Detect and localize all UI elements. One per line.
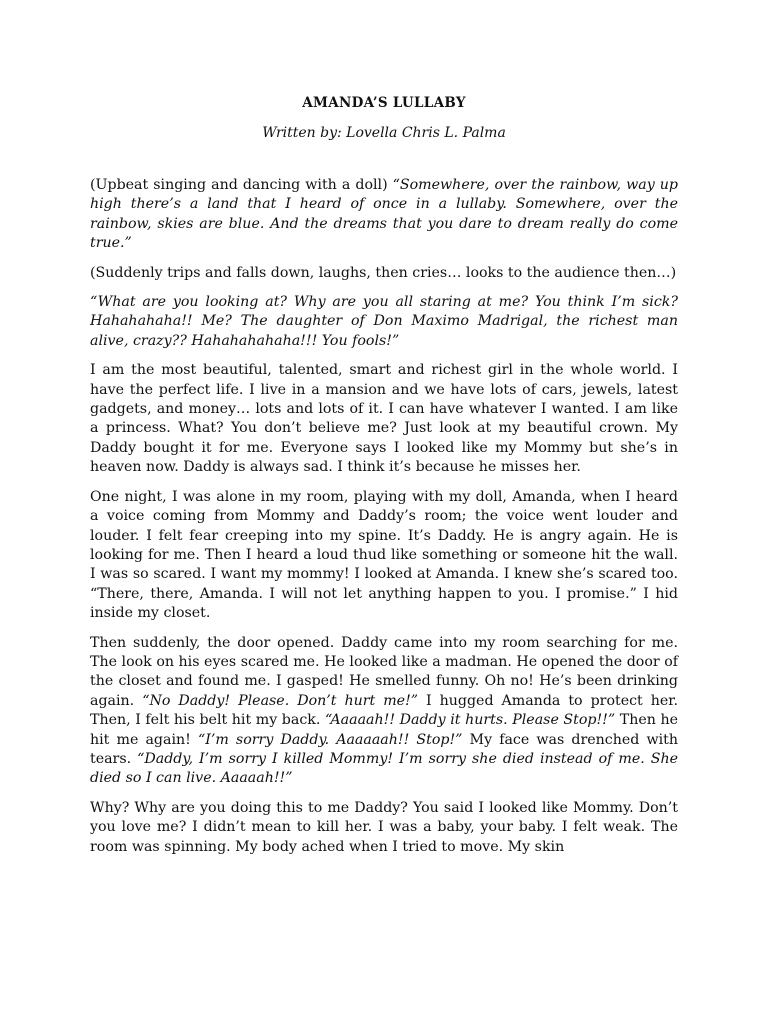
paragraph: [90, 264, 678, 283]
text-run: One night, I was alone in my room, playing with my doll, Amanda, when I heard a voice coming from Mommy and Daddy’s room; the voice went louder and louder. I felt fear creeping into my spine. It’s Daddy. He is angry again. He is looking for me. Then I heard a loud thud like something or someone hit the wall. I was so scared. I want my mommy! I looked at Amanda. I knew she’s scared too. “There, there, Amanda. I will not let anything happen to you. I promise.” I hid inside my closet.: [90, 488, 678, 622]
italic-text: “Somewhere, over the rainbow, way up high there’s a land that I heard of once in a lullaby. Somewhere, over the rainbow, skies are blue. And the dreams that you dare to dream really do come true.”: [90, 177, 678, 252]
document-author: Written by: Lovella Chris L. Palma: [262, 125, 506, 141]
italic-text: “No Daddy! Please. Don’t hurt me!”: [142, 692, 419, 709]
text-run: Then suddenly, the door opened. Daddy came into my room searching for me. The look on his eyes scared me. He looked like a madman. He opened the door of the closet and found me. I gasped! He smelled funny. Oh no! He’s been drinking again.: [90, 634, 678, 709]
text-run: I am the most beautiful, talented, smart and richest girl in the whole world. I have the perfect life. I live in a mansion and we have lots of cars, jewels, latest gadgets, and money… lots and lots of it. I can have whatever I wanted. I am like a princess. What? You don’t believe me? Just look at my beautiful crown. My Daddy bought it for me. Everyone says I looked like my Mommy but she’s in heaven now. Daddy is always sad. I think it’s because he misses her.: [90, 362, 678, 476]
italic-text: “Daddy, I’m sorry I killed Mommy! I’m sorry she died instead of me. She died so I can live. Aaaaah!!”: [90, 750, 678, 787]
text-run: (Suddenly trips and falls down, laughs, then cries… looks to the audience then…): [90, 264, 677, 281]
paragraph: [90, 293, 678, 351]
document-body: [90, 176, 678, 857]
italic-text: “What are you looking at? Why are you all staring at me? You think I’m sick? Hahahahaha!! Me? The daughter of Don Maximo Madrigal, the richest man alive, crazy?? Hahahahahaha!!! You fools!”: [90, 294, 678, 349]
text-run: Then he hit me again!: [90, 712, 678, 748]
text-run: Why? Why are you doing this to me Daddy? You said I looked like Mommy. Don’t you love me? I didn’t mean to kill her. I was a baby, your baby. I felt weak. The room was spinning. My body ached when I tried to move. My skin: [90, 799, 678, 855]
text-run: My face was drenched with tears.: [90, 731, 678, 767]
text-run: I hugged Amanda to protect her. Then, I felt his belt hit my back.: [90, 692, 678, 729]
paragraph: [90, 634, 678, 789]
paragraph: [90, 799, 678, 857]
italic-text: “Aaaaah!! Daddy it hurts. Please Stop!!”: [325, 712, 616, 729]
text-run: (Upbeat singing and dancing with a doll): [90, 177, 393, 193]
paragraph: [90, 176, 678, 254]
italic-text: “I’m sorry Daddy. Aaaaaah!! Stop!”: [197, 731, 463, 748]
document-title: AMANDA’S LULLABY: [302, 95, 466, 111]
paragraph: [90, 361, 678, 477]
paragraph: [90, 488, 678, 624]
